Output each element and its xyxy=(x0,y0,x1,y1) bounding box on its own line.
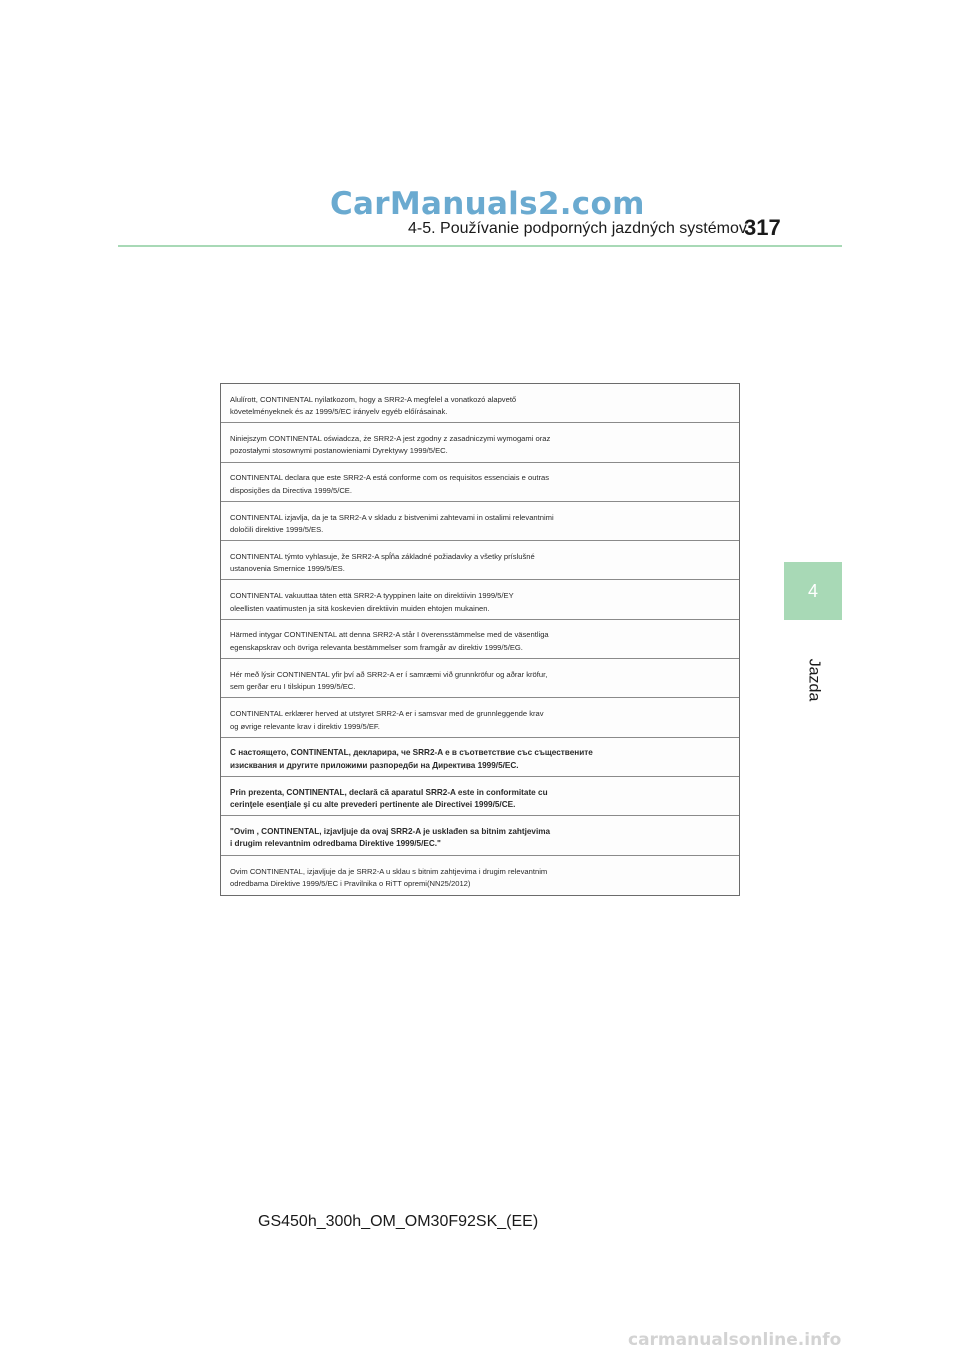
declaration-line: i drugim relevantnim odredbama Direktive 1999/5/EC." xyxy=(230,839,441,849)
declaration-line: Alulírott, CONTINENTAL nyilatkozom, hogy a SRR2-A megfelel a vonatkozó alapvető xyxy=(230,394,517,404)
declaration-line: CONTINENTAL týmto vyhlasuje, že SRR2-A spĺňa základné požiadavky a všetky príslušné xyxy=(230,551,535,561)
page-number: 317 xyxy=(744,215,781,240)
header-divider xyxy=(118,245,842,247)
declaration-row xyxy=(221,580,739,619)
declaration-row xyxy=(221,738,739,777)
chapter-label-container xyxy=(780,650,846,710)
watermark-logo-top: CarManuals2.com xyxy=(330,186,645,222)
declaration-line: "Ovim , CONTINENTAL, izjavljuje da ovaj SRR2-A je usklađen sa bitnim zahtjevima xyxy=(230,826,551,836)
declaration-line: Hér með lýsir CONTINENTAL yfir því að SRR2-A er í samræmi við grunnkröfur og aðrar kröfur, xyxy=(230,669,548,679)
declaration-line: og øvrige relevante krav i direktiv 1999/5/EF. xyxy=(230,721,380,731)
declaration-line: odredbama Direktive 1999/5/EC i Pravilnika o RiTT opremi(NN25/2012) xyxy=(230,879,471,889)
declaration-line: Härmed intygar CONTINENTAL att denna SRR2-A står I överensstämmelse med de väsentliga xyxy=(230,630,549,640)
declaration-row xyxy=(221,502,739,541)
declaration-row xyxy=(221,698,739,737)
declaration-row xyxy=(221,384,739,423)
section-title: 4-5. Používanie podporných jazdných systémov xyxy=(408,220,747,237)
declaration-row xyxy=(221,659,739,698)
declaration-line: ustanovenia Smernice 1999/5/ES. xyxy=(230,564,345,574)
declaration-row xyxy=(221,777,739,816)
declaration-row xyxy=(221,463,739,502)
watermark-logo-bottom: carmanualsonline.info xyxy=(628,1330,842,1350)
declaration-line: sem gerðar eru I tilskipun 1999/5/EC. xyxy=(230,682,356,692)
chapter-number: 4 xyxy=(807,580,818,601)
declaration-line: egenskapskrav och övriga relevanta bestämmelser som framgår av direktiv 1999/5/EG. xyxy=(230,642,523,652)
declaration-line: Niniejszym CONTINENTAL oświadcza, że SRR2-A jest zgodny z zasadniczymi wymogami oraz xyxy=(230,433,551,443)
chapter-label: Jazda xyxy=(804,658,822,702)
declaration-of-conformity-table xyxy=(220,383,740,896)
declaration-line: Prin prezenta, CONTINENTAL, declară că aparatul SRR2-A este in conformitate cu xyxy=(230,787,548,797)
declaration-line: изисквания и другите приложими разпоредби на Директива 1999/5/EC. xyxy=(230,760,519,770)
declaration-row xyxy=(221,620,739,659)
declaration-row xyxy=(221,816,739,855)
declaration-line: követelményeknek és az 1999/5/EC irányelv egyéb előírásainak. xyxy=(230,407,448,417)
declaration-row xyxy=(221,856,739,895)
declaration-row xyxy=(221,423,739,462)
document-code: GS450h_300h_OM_OM30F92SK_(EE) xyxy=(258,1213,539,1230)
declaration-line: CONTINENTAL vakuuttaa täten että SRR2-A tyyppinen laite on direktiivin 1999/5/EY xyxy=(230,591,514,601)
declaration-line: CONTINENTAL izjavlja, da je ta SRR2-A v skladu z bistvenimi zahtevami in ostalimi relevantnimi xyxy=(230,512,554,522)
declaration-line: cerinţele esenţiale şi cu alte prevederi pertinente ale Directivei 1999/5/CE. xyxy=(230,800,516,810)
declaration-line: disposições da Directiva 1999/5/CE. xyxy=(230,485,352,495)
declaration-line: oleellisten vaatimusten ja sitä koskevien direktiivin muiden ehtojen mukainen. xyxy=(230,603,490,613)
declaration-line: Ovim CONTINENTAL, izjavljuje da je SRR2-A u sklau s bitnim zahtjevima i drugim relevantnim xyxy=(230,866,548,876)
declaration-line: določili direktive 1999/5/ES. xyxy=(230,525,324,535)
declaration-line: pozostałymi stosownymi postanowieniami Dyrektywy 1999/5/EC. xyxy=(230,446,448,456)
declaration-line: С настоящето, CONTINENTAL, декларира, че SRR2-A е в съответствие със съществените xyxy=(230,748,593,758)
declaration-row xyxy=(221,541,739,580)
declaration-line: CONTINENTAL erklærer herved at utstyret SRR2-A er i samsvar med de grunnleggende krav xyxy=(230,709,544,719)
chapter-tab xyxy=(784,562,842,620)
declaration-line: CONTINENTAL declara que este SRR2-A está conforme com os requisitos essenciais e outras xyxy=(230,473,550,483)
